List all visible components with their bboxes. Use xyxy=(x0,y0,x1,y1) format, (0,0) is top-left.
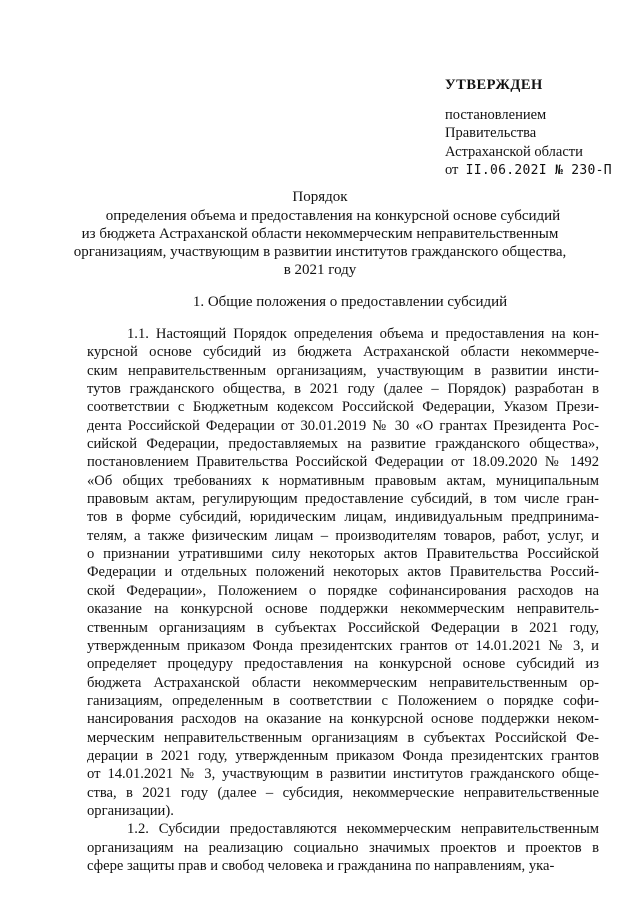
approval-line: Астраханской области xyxy=(445,143,583,160)
text-line: постановлением Правительства Российской Федерации от 18.09.2020 № 1492 xyxy=(87,454,599,471)
title-line: организациям, участвующим в развитии институтов гражданского общества, xyxy=(73,244,567,260)
title-line: в 2021 году xyxy=(283,262,357,278)
approval-line: постановлением xyxy=(445,106,547,123)
paragraph-1-1 xyxy=(87,325,599,820)
approval-heading: УТВЕРЖДЕН xyxy=(445,77,543,93)
text-line: мерческим неправительственным организациям в субъектах Российской Фе- xyxy=(87,729,599,746)
text-line: ства, в 2021 году (далее – субсидия, некоммерческие неправительственные xyxy=(87,784,599,801)
text-line: соответствии с Бюджетным кодексом Российской Федерации, Указом Прези- xyxy=(87,399,599,416)
text-line: бюджета Астраханской области некоммерческим неправительственным ор- xyxy=(87,674,599,691)
document-title xyxy=(60,188,580,279)
text-line: дента Российской Федерации от 30.01.2019 № 30 «О грантах Президента Рос- xyxy=(87,417,599,434)
approval-line: Правительства xyxy=(445,125,537,141)
section-heading: 1. Общие положения о предоставлении субсидий xyxy=(192,294,508,310)
text-line: тутов гражданского общества, в 2021 году (далее – Порядок) разработан в xyxy=(87,381,599,398)
text-line: ственным организациям в субъектах Российской Федерации в 2021 году, xyxy=(87,619,599,636)
text-line: организациям на реализацию социально значимых проектов и проектов в xyxy=(87,839,599,856)
text-line: организации). xyxy=(87,802,174,819)
text-line: «Об общих требованиях к нормативным правовым актам, муниципальным xyxy=(87,472,599,489)
text-line: о признании утратившими силу некоторых актов Правительства Российской xyxy=(87,546,599,563)
text-line: утвержденным приказом Фонда президентских грантов от 14.01.2021 № 3, и xyxy=(87,637,599,654)
text-line: нансирования расходов на оказание на конкурсной основе поддержки неком- xyxy=(87,711,599,728)
text-line: Федерации и отдельных положений некоторых актов Правительства Россий- xyxy=(87,564,599,581)
approval-date-prefix: от xyxy=(445,162,459,178)
text-line: 1.1. Настоящий Порядок определения объема и предоставления на кон- xyxy=(127,326,599,342)
text-line: ской Федерации», Положением о порядке софинансирования расходов на xyxy=(87,582,599,599)
text-line: ганизациям, определенным в соответствии с Положением о порядке софи- xyxy=(87,692,599,709)
title-line: из бюджета Астраханской области некоммерческим неправительственным xyxy=(81,226,559,242)
text-line: ским неправительственным организациям, участвующим в развитии инсти- xyxy=(87,362,599,379)
text-line: оказание на конкурсной основе поддержки некоммерческим неправитель- xyxy=(87,601,599,618)
approval-date xyxy=(445,161,635,181)
document-body xyxy=(87,325,599,875)
text-line: тов в форме субсидий, юридическим лицам, индивидуальным предпринима- xyxy=(87,509,599,526)
text-line: правовым актам, регулирующим предоставление субсидий, в том числе гран- xyxy=(87,491,599,508)
text-line: дерации в 2021 году, утвержденным приказом Фонда президентских грантов xyxy=(87,747,599,764)
title-line: определения объема и предоставления на конкурсной основе субсидий xyxy=(105,208,561,224)
text-line: от 14.01.2021 № 3, участвующим в развитии институтов гражданского обще- xyxy=(87,766,599,783)
text-line: определяет процедуру предоставления на конкурсной основе субсидий из xyxy=(87,656,599,673)
approval-date-number: II.06.202I № 230-П xyxy=(465,163,612,178)
text-line: сфере защиты прав и свобод человека и гражданина по направлениям, ука- xyxy=(87,857,555,874)
text-line: 1.2. Субсидии предоставляются некоммерческим неправительственным xyxy=(127,821,599,838)
paragraph-1-2 xyxy=(87,820,599,875)
text-line: телям, а также физическим лицам – производителям товаров, работ, услуг, и xyxy=(87,527,599,544)
text-line: сийской Федерации, предоставляемых на развитие гражданского общества», xyxy=(87,436,599,453)
text-line: курсной основе субсидий из бюджета Астраханской области некоммерче- xyxy=(87,344,599,361)
title-word: Порядок xyxy=(292,189,348,205)
approval-stamp xyxy=(445,76,635,181)
